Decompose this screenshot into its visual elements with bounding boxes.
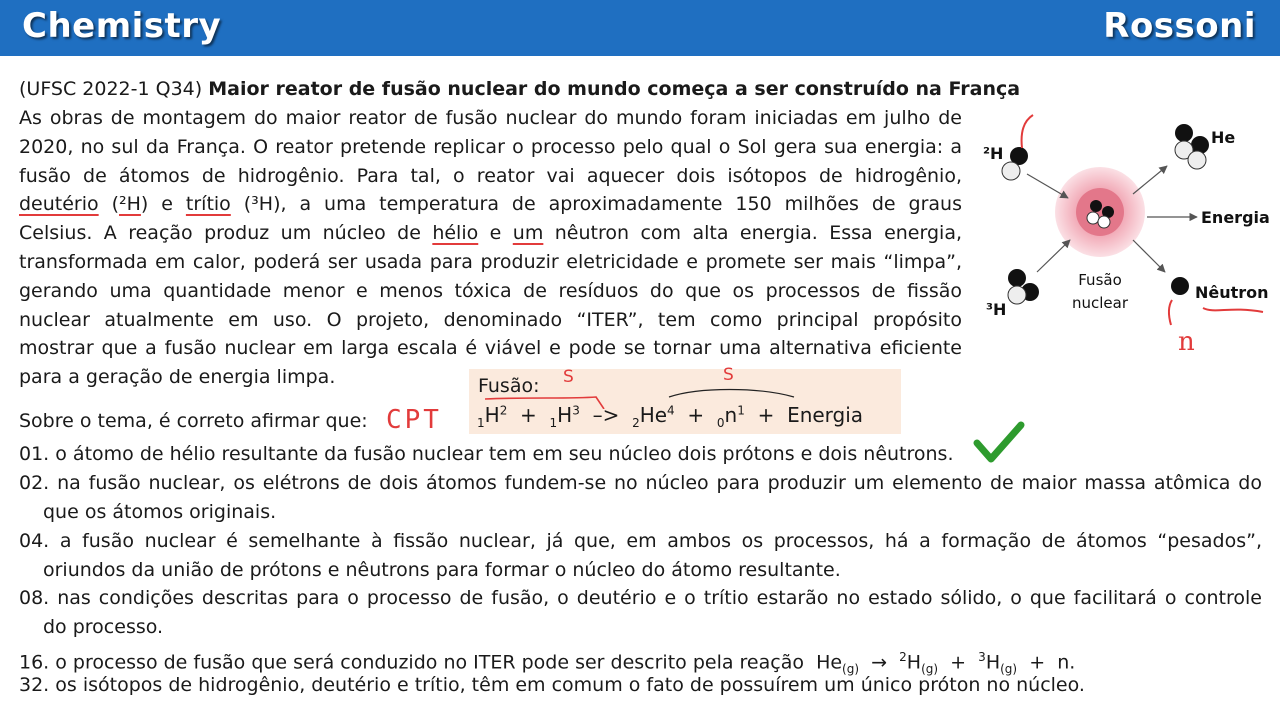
paragraph-line: Celsius. A reação produz um núcleo de hélio e um nêutron com alta energia. Essa energia, [19, 222, 963, 245]
paragraph-line: gerando uma quantidade menor e menos tóxica de resíduos do que os processos de fissão [19, 279, 962, 302]
label-neutron: Nêutron [1195, 283, 1269, 302]
label-fusion-line2: nuclear [1071, 294, 1128, 312]
option-16[interactable]: 16. o processo de fusão que será conduzido no ITER pode ser descrito pela reação $He_{(g)} \to ^2H_{(g)} + ^3H_{(g)} + n$. [19, 650, 1076, 677]
fusion-equation: $_1H^2 + _1H^3 -> _2He^4 + _0n^1$ + Energia [477, 403, 864, 430]
fusion-equation-box [469, 365, 901, 434]
fusion-label: Fusão: [478, 375, 540, 397]
label-deuterium: ²H [983, 144, 1004, 163]
subject-title: Chemistry [22, 6, 222, 46]
header-bar [0, 0, 1280, 56]
author-name: Rossoni [1103, 6, 1256, 46]
checkmark-icon [973, 419, 1025, 465]
underlined-term: deutério [19, 193, 99, 216]
paragraph-line: As obras de montagem do maior reator de fusão nuclear do mundo foram iniciadas em julho de [19, 107, 962, 129]
paragraph-line: fusão de átomos de hidrogênio. Para tal, o reator vai aquecer dois isótopos de hidrogênio, [19, 164, 962, 187]
paragraph-line: deutério (²H) e trítio (³H), a uma temperatura de aproximadamente 150 milhões de graus [19, 193, 963, 216]
fusion-annotations [469, 369, 901, 409]
paragraph-line: transformada em calor, poderá ser usada para produzir eletricidade e promete ser mais “limpa”, [19, 250, 962, 273]
label-helium: He [1211, 128, 1236, 147]
question-prompt: Sobre o tema, é correto afirmar que: [19, 410, 368, 432]
underlined-term: ²H [119, 193, 141, 216]
handwritten-s-1: S [563, 367, 574, 387]
question-paragraph [19, 104, 962, 392]
label-energy: Energia [1201, 208, 1270, 227]
question-source: (UFSC 2022-1 Q34) [19, 78, 203, 100]
option-32[interactable]: 32. os isótopos de hidrogênio, deutério e trítio, têm em comum o fato de possuírem um único próton no núcleo. [19, 674, 1085, 696]
label-tritium: ³H [986, 300, 1007, 319]
underlined-term: hélio [432, 222, 479, 245]
handwritten-n: n [1178, 327, 1195, 357]
question-headline: Maior reator de fusão nuclear do mundo começa a ser construído na França [208, 78, 1021, 100]
underlined-term: um [512, 222, 544, 245]
underlined-term: trítio [185, 193, 231, 216]
option-02[interactable]: 02. na fusão nuclear, os elétrons de dois átomos fundem-se no núcleo para produzir um elemento de maior massa atômica do que os átomos originais. [19, 472, 1262, 523]
paragraph-line: mostrar que a fusão nuclear em larga escala é viável e pode se tornar uma alternativa eficiente [19, 337, 962, 360]
option-01[interactable]: 01. o átomo de hélio resultante da fusão nuclear tem em seu núcleo dois prótons e dois nêutrons. [19, 443, 954, 465]
handwritten-cpt: CPT [386, 405, 442, 435]
option-08[interactable]: 08. nas condições descritas para o processo de fusão, o deutério e o trítio estarão no estado sólido, o que facilitará o controle do processo. [19, 587, 1262, 638]
paragraph-line: 2020, no sul da França. O reator pretende replicar o processo pelo qual o Sol gera sua energia: a [19, 135, 962, 158]
label-fusion-line1: Fusão [1078, 271, 1122, 289]
handwritten-s-2: S [723, 365, 734, 385]
question-title [19, 75, 1020, 104]
paragraph-line: para a geração de energia limpa. [19, 366, 336, 389]
fusion-diagram [975, 100, 1275, 370]
paragraph-line: nuclear atualmente em uso. O projeto, denominado “ITER”, tem como principal propósito [19, 308, 962, 331]
option-04[interactable]: 04. a fusão nuclear é semelhante à fissão nuclear, já que, em ambos os processos, há a formação de átomos “pesados”, oriundos da união de prótons e nêutrons para formar o núcleo do átomo resultante. [19, 530, 1262, 581]
